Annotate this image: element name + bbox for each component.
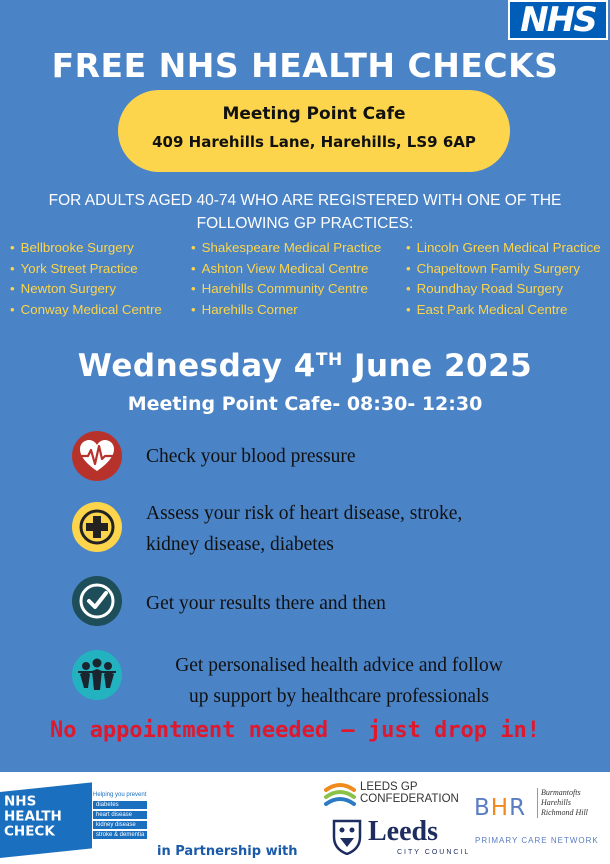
partner-footer [0, 772, 610, 864]
plus-icon [72, 502, 122, 552]
benefit-text [146, 588, 386, 619]
practice-item: • Newton Surgery [10, 279, 162, 300]
event-day: Wednesday 4 [77, 348, 316, 384]
benefit-text [149, 650, 529, 712]
practice-item: • Lincoln Green Medical Practice [406, 238, 601, 259]
health-check-tagline: Helping you prevent [93, 792, 147, 798]
venue-badge [118, 90, 510, 172]
primary-care-network-text: PRIMARY CARE NETWORK [475, 836, 599, 845]
event-ordinal: TH [315, 350, 343, 370]
check-icon [72, 576, 122, 626]
nhs-health-check-logo [0, 782, 92, 858]
leeds-gp-confederation-text: LEEDS GP CONFEDERATION [360, 781, 459, 805]
benefit-line: Assess your risk of heart disease, stroke, [146, 503, 463, 524]
eligibility-text: FOR ADULTS AGED 40-74 WHO ARE REGISTERED WITH ONE OF THE FOLLOWING GP PRACTICES: [48, 192, 562, 232]
leeds-council-word: Leeds [368, 816, 438, 847]
heart-pulse-icon [72, 431, 122, 481]
call-to-action: No appointment needed – just drop in! [49, 718, 541, 743]
poster-title: FREE NHS HEALTH CHECKS [51, 46, 559, 85]
practice-list-1 [10, 238, 162, 320]
practice-list-3 [406, 238, 601, 320]
event-month-year: June 2025 [342, 348, 533, 384]
benefit-line: up support by healthcare professionals [188, 686, 489, 707]
condition-item: stroke & dementia [93, 831, 147, 839]
health-check-conditions [93, 801, 147, 841]
partnership-text: in Partnership with [157, 844, 298, 859]
nhs-logo: NHS [508, 0, 608, 40]
bhr-area-names: Burmantofts Harehills Richmond Hill [537, 788, 588, 818]
nhs-health-check-wordmark: NHS HEALTH CHECK [4, 793, 62, 840]
practice-item: • Shakespeare Medical Practice [191, 238, 381, 259]
practice-item: • Chapeltown Family Surgery [406, 259, 601, 280]
benefit-line: kidney disease, diabetes [146, 534, 334, 555]
event-time: Meeting Point Cafe- 08:30- 12:30 [127, 393, 483, 415]
benefit-line: Get personalised health advice and follow [175, 655, 503, 676]
benefit-text [146, 498, 462, 560]
practice-item: • Harehills Corner [191, 300, 381, 321]
people-icon [72, 650, 122, 700]
practice-item: • York Street Practice [10, 259, 162, 280]
practice-item: • Ashton View Medical Centre [191, 259, 381, 280]
practice-item: • Conway Medical Centre [10, 300, 162, 321]
practice-item: • East Park Medical Centre [406, 300, 601, 321]
condition-item: diabetes [93, 801, 147, 809]
practice-item: • Bellbrooke Surgery [10, 238, 162, 259]
condition-item: kidney disease [93, 821, 147, 829]
venue-name: Meeting Point Cafe [222, 104, 406, 124]
benefit-line: Get your results there and then [146, 593, 386, 614]
leeds-council-sub: CITY COUNCIL [397, 849, 471, 856]
benefit-line: Check your blood pressure [146, 446, 356, 467]
condition-item: heart disease [93, 811, 147, 819]
leeds-crest-icon [330, 817, 364, 855]
leeds-gp-confederation-icon [323, 782, 357, 810]
event-date [0, 348, 610, 384]
practice-item: • Harehills Community Centre [191, 279, 381, 300]
venue-address: 409 Harehills Lane, Harehills, LS9 6AP [152, 133, 476, 151]
practice-list-2 [191, 238, 381, 320]
practice-item: • Roundhay Road Surgery [406, 279, 601, 300]
bhr-logo: BHR [474, 795, 527, 821]
benefit-text [146, 441, 356, 472]
